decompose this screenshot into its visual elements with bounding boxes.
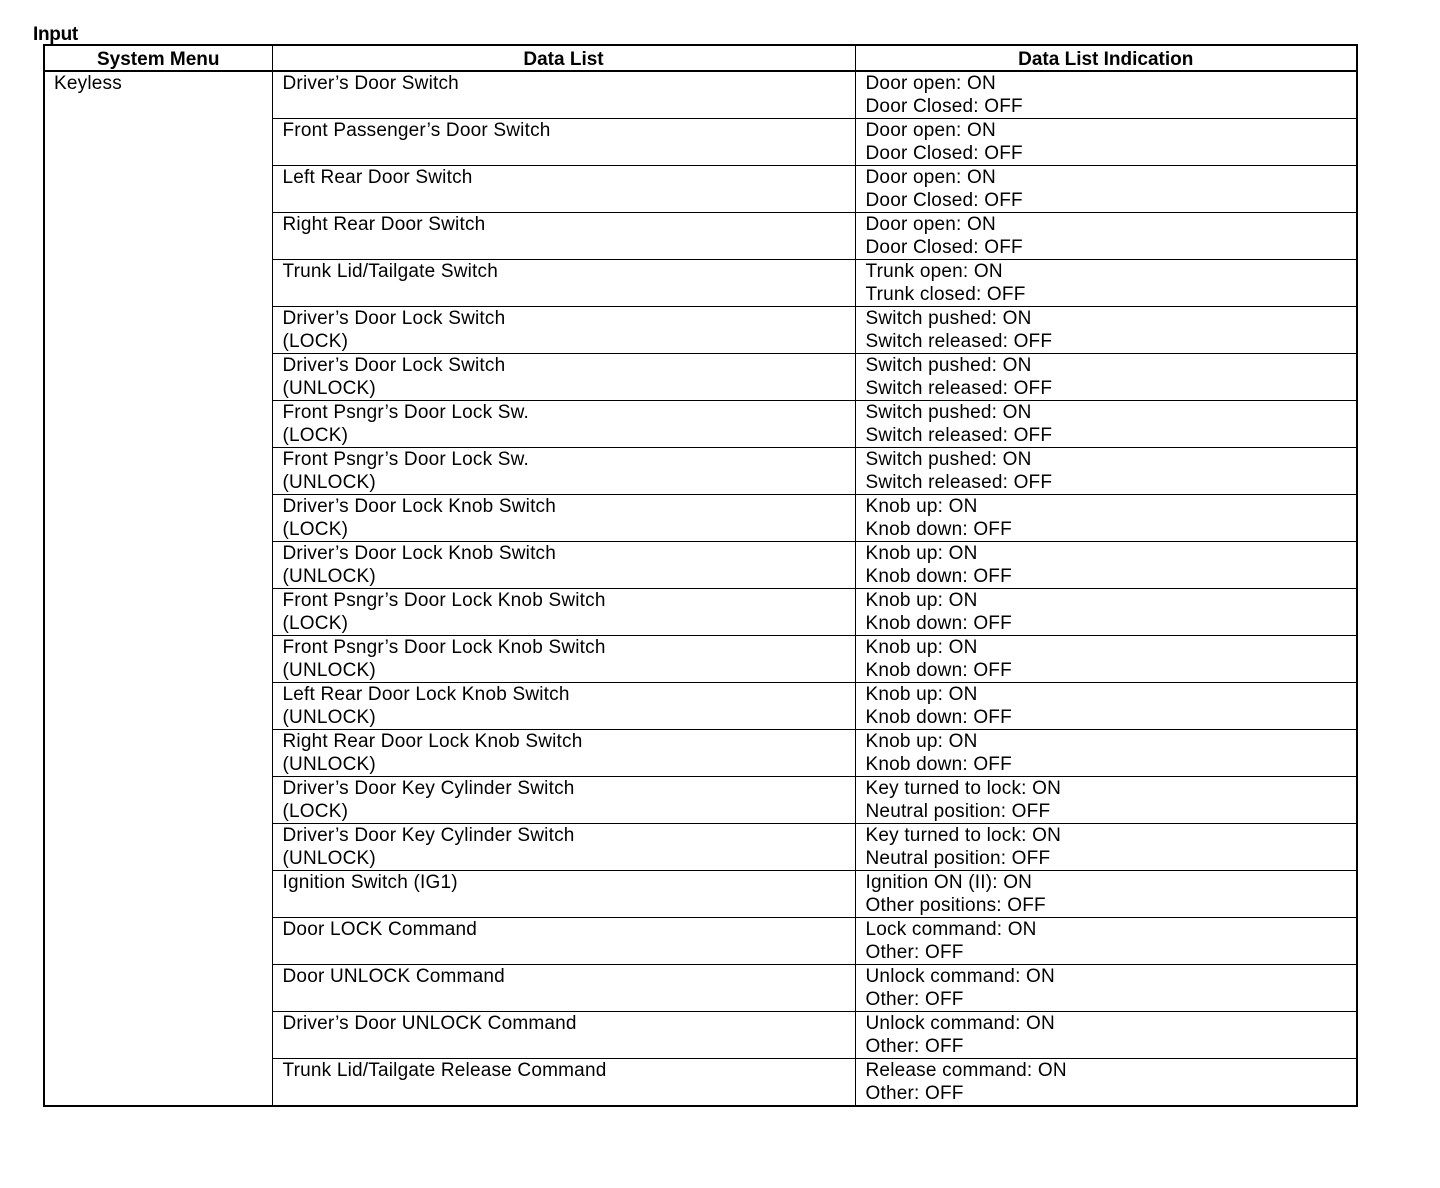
- data-list-item: Door UNLOCK Command: [272, 965, 855, 1012]
- data-list-item: Left Rear Door Lock Knob Switch (UNLOCK): [272, 683, 855, 730]
- data-list-table: [43, 44, 1358, 1107]
- data-list-indication: Switch pushed: ON Switch released: OFF: [855, 354, 1357, 401]
- data-list-item: Front Psngr’s Door Lock Knob Switch (LOCK): [272, 589, 855, 636]
- data-list-item: Trunk Lid/Tailgate Switch: [272, 260, 855, 307]
- table-header-row: [44, 45, 1357, 71]
- data-list-item: Left Rear Door Switch: [272, 166, 855, 213]
- data-list-indication: Knob up: ON Knob down: OFF: [855, 636, 1357, 683]
- data-list-item: Ignition Switch (IG1): [272, 871, 855, 918]
- data-list-indication: Release command: ON Other: OFF: [855, 1059, 1357, 1107]
- data-list-indication: Knob up: ON Knob down: OFF: [855, 542, 1357, 589]
- data-list-item: Front Psngr’s Door Lock Knob Switch (UNLOCK): [272, 636, 855, 683]
- data-list-item: Front Passenger’s Door Switch: [272, 119, 855, 166]
- data-list-indication: Door open: ON Door Closed: OFF: [855, 119, 1357, 166]
- data-list-indication: Door open: ON Door Closed: OFF: [855, 166, 1357, 213]
- data-list-indication: Knob up: ON Knob down: OFF: [855, 495, 1357, 542]
- data-list-indication: Switch pushed: ON Switch released: OFF: [855, 401, 1357, 448]
- data-list-item: Front Psngr’s Door Lock Sw. (LOCK): [272, 401, 855, 448]
- data-list-item: Right Rear Door Lock Knob Switch (UNLOCK): [272, 730, 855, 777]
- system-menu-cell: Keyless: [44, 71, 272, 1106]
- header-data-list-indication: Data List Indication: [855, 45, 1357, 71]
- data-list-indication: Knob up: ON Knob down: OFF: [855, 589, 1357, 636]
- data-list-item: Driver’s Door Lock Knob Switch (UNLOCK): [272, 542, 855, 589]
- data-list-item: Right Rear Door Switch: [272, 213, 855, 260]
- data-list-item: Driver’s Door Switch: [272, 71, 855, 119]
- data-list-item: Driver’s Door UNLOCK Command: [272, 1012, 855, 1059]
- header-system-menu: System Menu: [44, 45, 272, 71]
- data-list-indication: Trunk open: ON Trunk closed: OFF: [855, 260, 1357, 307]
- data-list-indication: Door open: ON Door Closed: OFF: [855, 213, 1357, 260]
- data-list-indication: Knob up: ON Knob down: OFF: [855, 683, 1357, 730]
- data-list-indication: Unlock command: ON Other: OFF: [855, 1012, 1357, 1059]
- data-list-item: Front Psngr’s Door Lock Sw. (UNLOCK): [272, 448, 855, 495]
- data-list-indication: Switch pushed: ON Switch released: OFF: [855, 307, 1357, 354]
- table-row: [44, 71, 1357, 119]
- section-title: Input: [33, 24, 78, 45]
- data-list-item: Trunk Lid/Tailgate Release Command: [272, 1059, 855, 1107]
- data-list-item: Driver’s Door Lock Knob Switch (LOCK): [272, 495, 855, 542]
- header-data-list: Data List: [272, 45, 855, 71]
- data-list-item: Driver’s Door Lock Switch (LOCK): [272, 307, 855, 354]
- data-list-item: Door LOCK Command: [272, 918, 855, 965]
- data-list-item: Driver’s Door Key Cylinder Switch (UNLOCK): [272, 824, 855, 871]
- data-list-item: Driver’s Door Key Cylinder Switch (LOCK): [272, 777, 855, 824]
- data-list-indication: Lock command: ON Other: OFF: [855, 918, 1357, 965]
- data-list-indication: Key turned to lock: ON Neutral position: OFF: [855, 824, 1357, 871]
- data-list-indication: Switch pushed: ON Switch released: OFF: [855, 448, 1357, 495]
- data-list-indication: Door open: ON Door Closed: OFF: [855, 71, 1357, 119]
- data-list-indication: Unlock command: ON Other: OFF: [855, 965, 1357, 1012]
- data-list-indication: Ignition ON (II): ON Other positions: OFF: [855, 871, 1357, 918]
- table-body: [44, 71, 1357, 1106]
- data-list-indication: Knob up: ON Knob down: OFF: [855, 730, 1357, 777]
- data-list-item: Driver’s Door Lock Switch (UNLOCK): [272, 354, 855, 401]
- data-list-indication: Key turned to lock: ON Neutral position: OFF: [855, 777, 1357, 824]
